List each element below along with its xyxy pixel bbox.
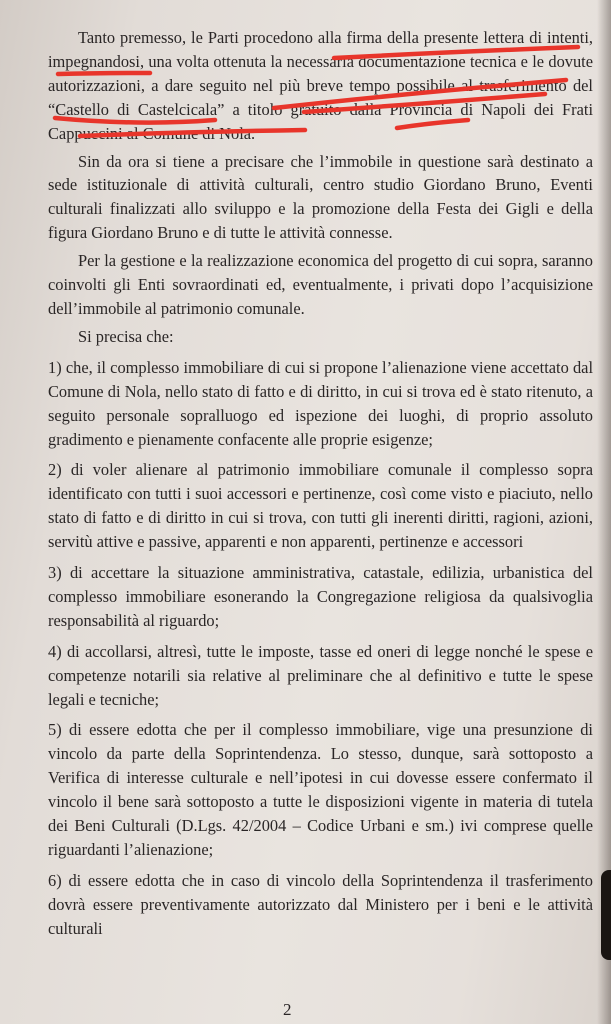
paragraph-specifies: Si precisa che: xyxy=(78,326,174,346)
page-number: 2 xyxy=(283,1000,292,1019)
list-item-6: 6) di essere edotta che in caso di vincolo della Soprintendenza il trasferimento dovrà essere preventivamente autorizzato dal Ministero per i beni e le attività culturali xyxy=(48,870,593,938)
underline-trasferimento xyxy=(397,120,468,128)
list-item-3: 3) di accettare la situazione amministrativa, catastale, edilizia, urbanistica del complesso immobiliare esonerando la Congregazione religiosa da qualsivoglia responsabilità al riguardo; xyxy=(48,563,593,630)
paragraph-management: Per la gestione e la realizzazione economica del progetto di cui sopra, saranno coinvolti gli Enti sovraordinati ed, eventualmente, i privati dopo l’acquisizione dell’immobile al patrimonio comunale. xyxy=(48,251,593,318)
list-item-1: 1) che, il complesso immobiliare di cui si propone l’alienazione viene accettato dal Comune di Nola, nello stato di fatto e di diritto, in cui si trova ed è stato ritenuto, a seguito personale sopralluogo ed ispezione dei luoghi, di proprio assoluto gradimento e pienamente confacente alle proprie esigenze; xyxy=(48,357,593,449)
underline-impegnandosi xyxy=(58,73,150,74)
underline-castello xyxy=(80,130,305,136)
underline-firma xyxy=(334,47,578,58)
list-item-5: 5) di essere edotta che per il complesso immobiliare, vige una presunzione di vincolo da parte della Soprintendenza. Lo stesso, dunque, sarà sottoposto a Verifica di interesse culturale e nell’ipotesi in cui dovesse essere confermato il vincolo il bene sarà sottoposto a tutte le disposizioni vigente in materia di tutela dei Beni Culturali (D.Lgs. 42/2004 – Codice Urbani e sm.) ivi comprese quelle riguardanti l’alienazione; xyxy=(48,720,593,859)
paragraph-destination: Sin da ora si tiene a precisare che l’immobile in questione sarà destinato a sede istituzionale di attività culturali, centro studio Giordano Bruno, Eventi culturali finalizzati allo sviluppo e la promozione della Festa dei Gigli e della figura Giordano Bruno e di tutte le attività connesse. xyxy=(48,151,593,243)
binder-clip xyxy=(601,870,611,960)
paragraph-intent: Tanto premesso, le Parti procedono alla firma della presente lettera di intenti, impegnandosi, una volta ottenuta la necessaria documentazione tecnica e le dovute autorizzazioni, a dare seguito nel più breve tempo possibile al trasferimento del “Castello di Castelcicala” a titolo gratuito dalla Provincia di Napoli dei Frati Cappuccini al Comune di Nola. xyxy=(48,28,593,143)
list-item-2: 2) di voler alienare al patrimonio immobiliare comunale il complesso sopra identificato con tutti i suoi accessori e pertinenze, così come visto e piaciuto, nello stato di fatto e di diritto in cui si trova, con tutti gli inerenti diritti, ragioni, azioni, servitù attive e passive, apparenti e non apparenti, pertinenze e accessori xyxy=(48,460,593,552)
list-item-4: 4) di accollarsi, altresì, tutte le imposte, tasse ed oneri di legge nonché le spese e competenze notarili sia relative al preliminare che al definitivo e tutte le spese legali e tecniche; xyxy=(48,641,593,709)
underline-autorizzazioni xyxy=(55,118,215,123)
